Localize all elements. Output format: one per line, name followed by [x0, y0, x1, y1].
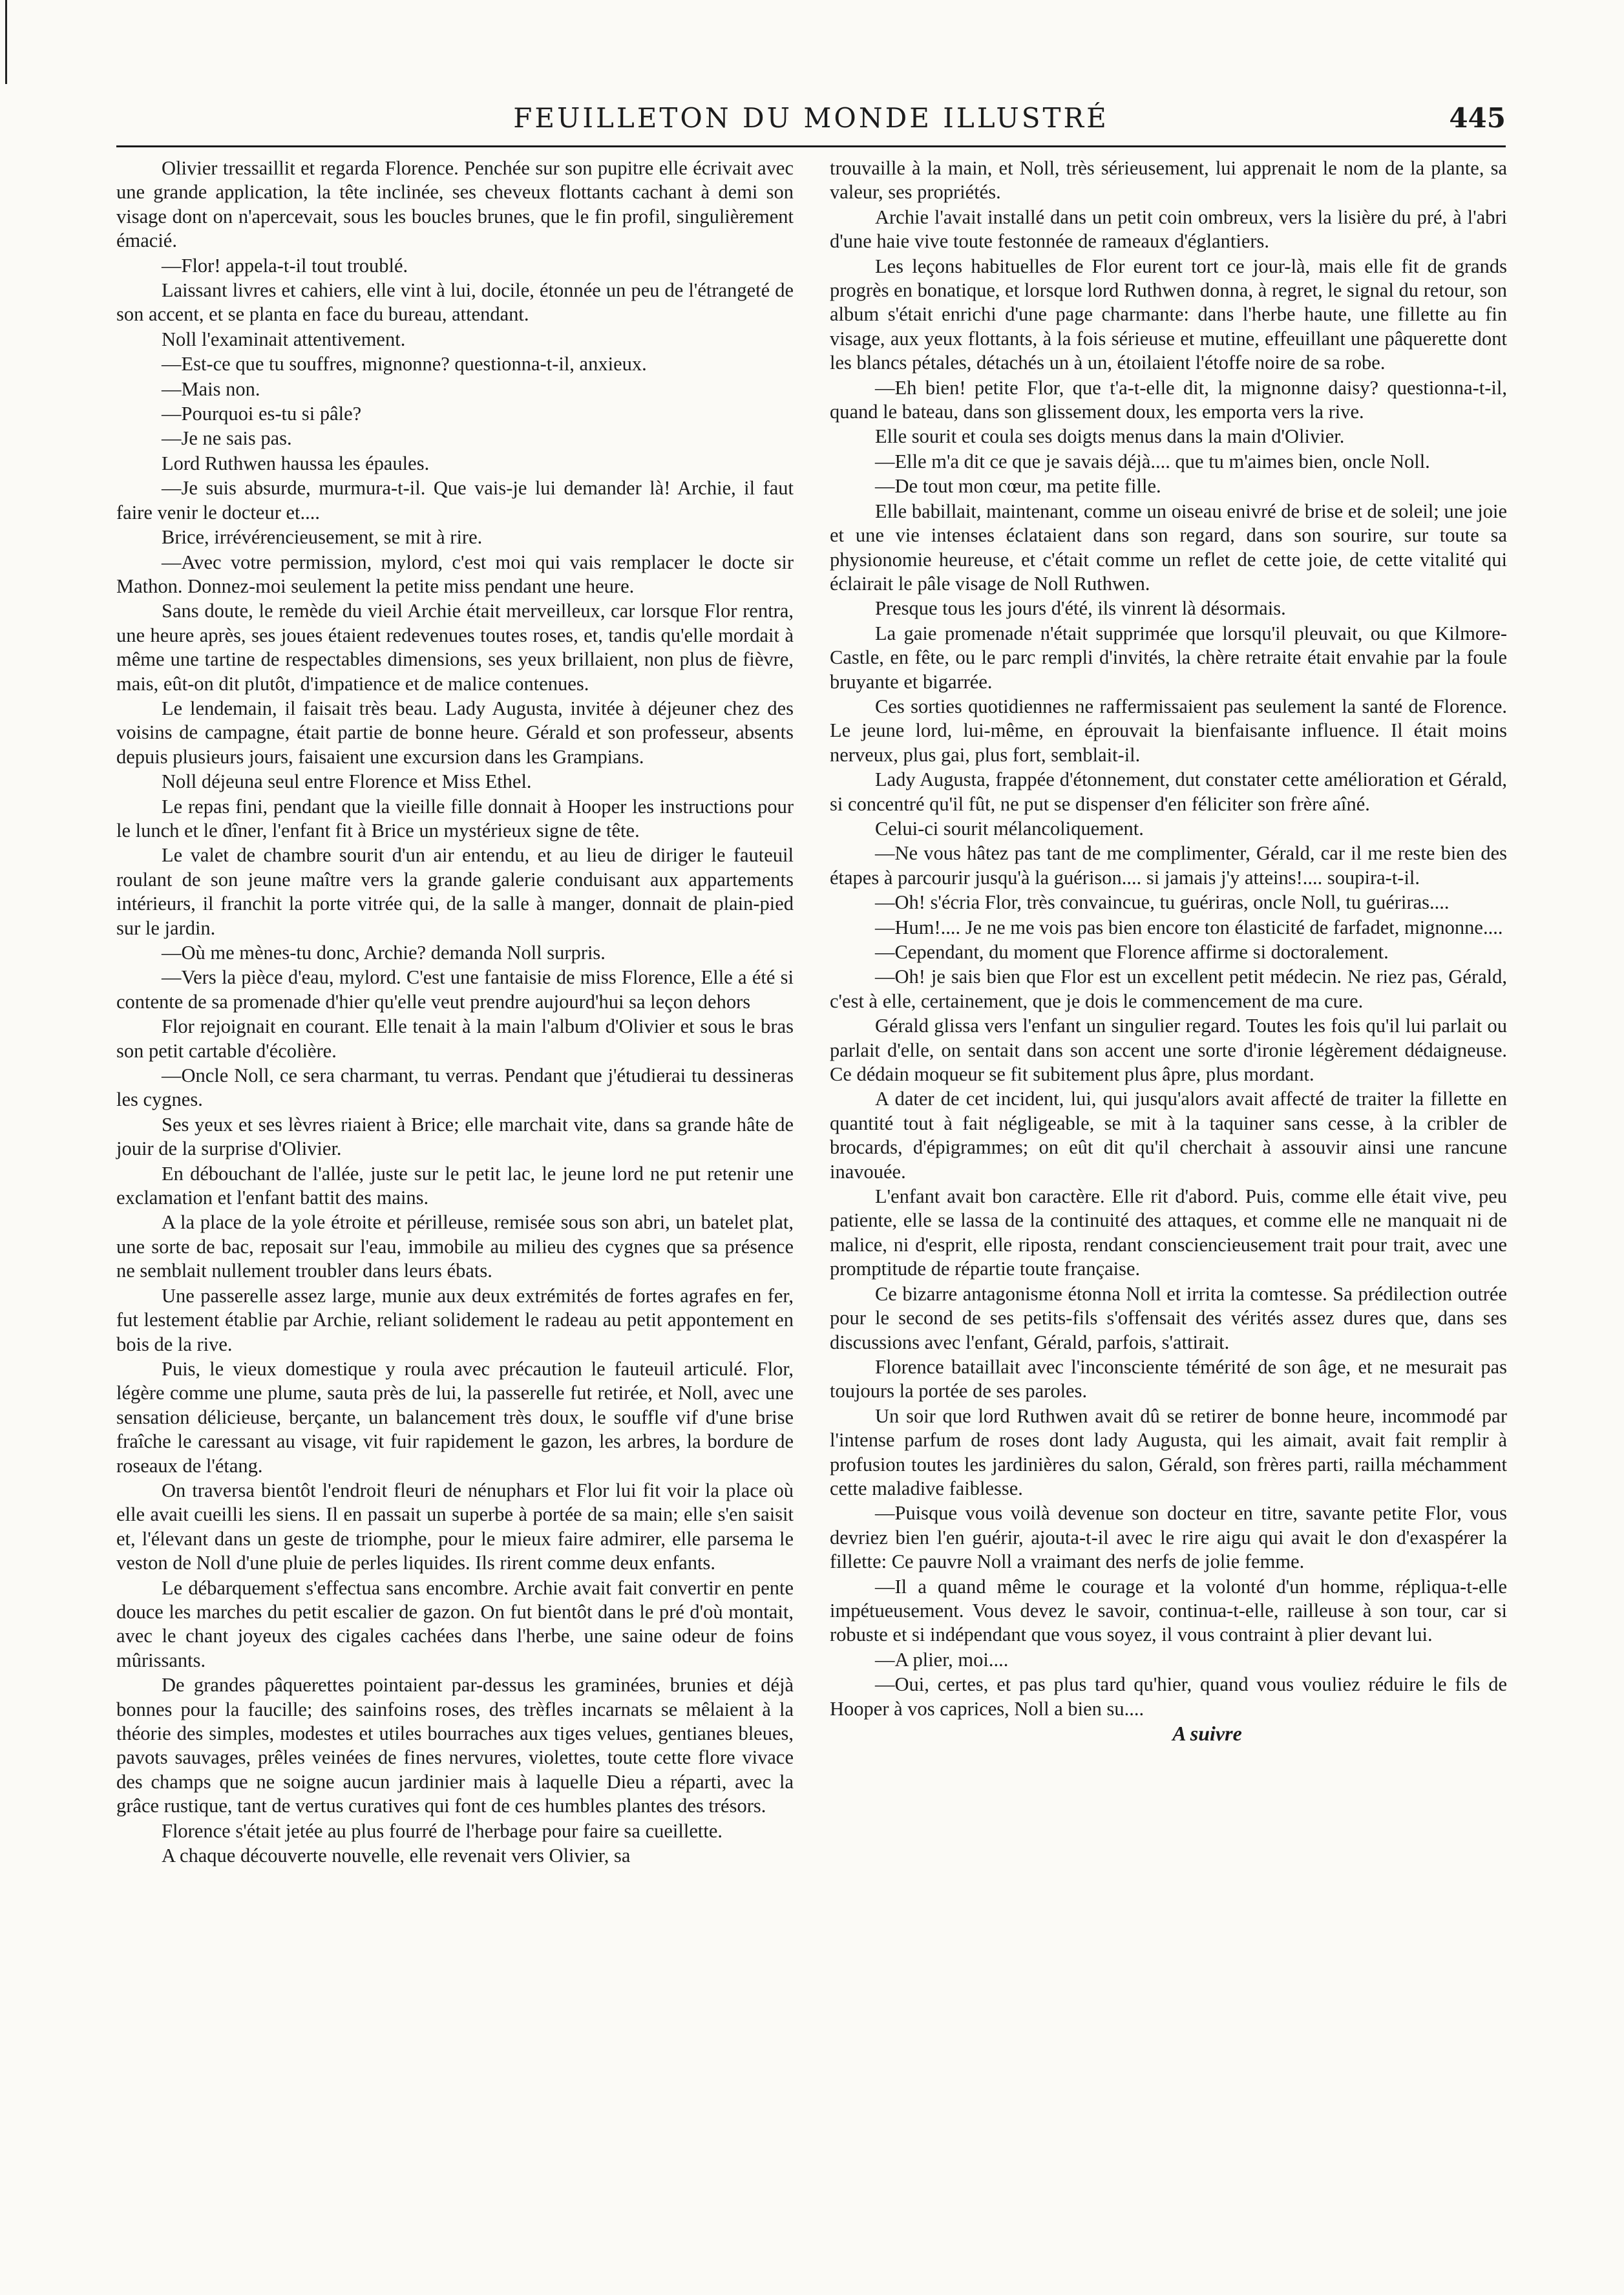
paragraph: Sans doute, le remède du vieil Archie était merveilleux, car lorsque Flor rentra, une heure après, ses joues étaient redevenues toutes roses, et, tandis qu'elle mordait à même une tartine de respectables dimensions, ses yeux brillaient, non plus de fièvre, mais, eût-on dit plutôt, d'impatience et de malice contenues. — [116, 600, 794, 695]
right-column — [830, 156, 1507, 1746]
paragraph: Presque tous les jours d'été, ils vinrent là désormais. — [875, 597, 1286, 620]
paragraph: Flor rejoignait en courant. Elle tenait à la main l'album d'Olivier et sous le bras son petit cartable d'écolière. — [116, 1015, 794, 1062]
paragraph: Florence bataillait avec l'inconsciente témérité de son âge, et ne mesurait pas toujours la portée de ses paroles. — [830, 1355, 1507, 1402]
paragraph: —Cependant, du moment que Florence affirme si doctoralement. — [875, 941, 1389, 963]
paragraph: Le lendemain, il faisait très beau. Lady Augusta, invitée à déjeuner chez des voisins de campagne, était partie de bonne heure. Gérald et son professeur, absents depuis plusieurs jours, faisaient une excursion dans les Grampians. — [116, 697, 794, 768]
paragraph: Le valet de chambre sourit d'un air entendu, et au lieu de diriger le fauteuil roulant de son jeune maître vers la grande galerie conduisant aux appartements intérieurs, il franchit la porte vitrée qui, de la salle à manger, donnait de plain-pied sur le jardin. — [116, 844, 794, 939]
paragraph: Celui-ci sourit mélancoliquement. — [875, 817, 1144, 840]
paragraph: trouvaille à la main, et Noll, très sérieusement, lui apprenait le nom de la plante, sa valeur, ses propriétés. — [830, 157, 1507, 204]
paragraph: Elle babillait, maintenant, comme un oiseau enivré de brise et de soleil; une joie et une vie intenses éclataient dans son regard, dans son sourire, sur toute sa physionomie heureuse, et c'était comme un reflet de cette joie, de cette vitalité qui éclairait le pâle visage de Noll Ruthwen. — [830, 500, 1507, 595]
left-column — [116, 156, 794, 1868]
paragraph: On traversa bientôt l'endroit fleuri de nénuphars et Flor lui fit voir la place où elle avait cueilli les siens. Il en passait un superbe à portée de sa main; elle s'en saisit et, l'élevant dans un geste de triomphe, pour le mieux faire admirer, elle parsema le veston de Noll d'une pluie de perles liquides. Ils rirent comme deux enfants. — [116, 1479, 794, 1574]
paragraph: Lady Augusta, frappée d'étonnement, dut constater cette amélioration et Gérald, si concentré qu'il fût, ne put se dispenser d'en féliciter son frère aîné. — [830, 768, 1507, 815]
left-margin-rule — [5, 0, 7, 84]
paragraph: A chaque découverte nouvelle, elle revenait vers Olivier, sa — [162, 1845, 631, 1867]
paragraph: —Elle m'a dit ce que je savais déjà.... que tu m'aimes bien, oncle Noll. — [875, 450, 1430, 472]
paragraph: Un soir que lord Ruthwen avait dû se retirer de bonne heure, incommodé par l'intense parfum de roses dont lady Augusta, qui les aimait, avait fait remplir à profusion toutes les jardinières du salon, Gérald, son frères parti, railla méchamment cette maladive faiblesse. — [830, 1404, 1507, 1499]
page-number: 445 — [1449, 102, 1506, 134]
paragraph: Les leçons habituelles de Flor eurent tort ce jour-là, mais elle fit de grands progrès en bonatique, et lorsque lord Ruthwen donna, à regret, le signal du retour, son album s'était enrichi d'une page charmante: dans l'herbe haute, une fillette au fin visage, aux yeux flottants, à la fois sérieuse et mutine, effeuillant une pâquerette dont les blancs pétales, détachés un à un, étoilaient l'étoffe noire de sa robe. — [830, 255, 1507, 374]
paragraph: Le débarquement s'effectua sans encombre. Archie avait fait convertir en pente douce les marches du petit escalier de gazon. On fut bientôt dans le pré d'où montait, avec le chant joyeux des cigales cachées dans l'herbe, une saine odeur de foins mûrissants. — [116, 1576, 794, 1671]
paragraph: Une passerelle assez large, munie aux deux extrémités de fortes agrafes en fer, fut lestement établie par Archie, reliant solidement le radeau au petit appontement en bois de la rive. — [116, 1284, 794, 1355]
paragraph: A la place de la yole étroite et périlleuse, remisée sous son abri, un batelet plat, une sorte de bac, reposait sur l'eau, immobile au milieu des cygnes que sa présence ne semblait nullement troubler dans leurs ébats. — [116, 1211, 794, 1282]
paragraph: —Vers la pièce d'eau, mylord. C'est une fantaisie de miss Florence, Elle a été si contente de sa promenade d'hier qu'elle veut prendre aujourd'hui sa leçon dehors — [116, 966, 794, 1013]
paragraph: —Je ne sais pas. — [162, 427, 292, 450]
paragraph: —Oui, certes, et pas plus tard qu'hier, quand vous vouliez réduire le fils de Hooper à vos caprices, Noll a bien su.... — [830, 1673, 1507, 1720]
paragraph: Olivier tressaillit et regarda Florence. Penchée sur son pupitre elle écrivait avec une grande application, la tête inclinée, ses cheveux flottants cachant à demi son visage dont on n'apercevait, sous les boucles brunes, que le fin profil, singulièrement émacié. — [116, 157, 794, 252]
paragraph: —Ne vous hâtez pas tant de me complimenter, Gérald, car il me reste bien des étapes à parcourir jusqu'à la guérison.... si jamais j'y atteins!.... soupira-t-il. — [830, 842, 1507, 889]
paragraph: —Puisque vous voilà devenue son docteur en titre, savante petite Flor, vous devriez bien l'en guérir, ajouta-t-il avec le rire aigu qui avait le don d'exaspérer la fillette: Ce pauvre Noll a vraimant des nerfs de jolie femme. — [830, 1502, 1507, 1573]
paragraph: Florence s'était jetée au plus fourré de l'herbage pour faire sa cueillette. — [162, 1819, 722, 1842]
paragraph: Lord Ruthwen haussa les épaules. — [162, 452, 430, 474]
paragraph: Le repas fini, pendant que la vieille fille donnait à Hooper les instructions pour le lunch et le dîner, l'enfant fit à Brice un mystérieux signe de tête. — [116, 795, 794, 841]
paragraph: Puis, le vieux domestique y roula avec précaution le fauteuil articulé. Flor, légère comme une plume, sauta près de lui, la passerelle fut retirée, et Noll, avec une sensation délicieuse, berçante, un balancement très doux, le souffle vif d'une brise fraîche le caressant au visage, vit fuir rapidement le gazon, les arbres, la bordure de roseaux de l'étang. — [116, 1357, 794, 1477]
paragraph: Gérald glissa vers l'enfant un singulier regard. Toutes les fois qu'il lui parlait ou parlait d'elle, on sentait dans son accent une sorte d'ironie légèrement dédaigneuse. Ce dédain moqueur se fit subitement plus âpre, plus mordant. — [830, 1015, 1507, 1086]
paragraph: —Il a quand même le courage et la volonté d'un homme, répliqua-t-elle impétueusement. Vous devez le savoir, continua-t-elle, railleuse à son tour, car si robuste et si indépendant que vous soyez, il vous contraint à plier devant lui. — [830, 1575, 1507, 1646]
paragraph: De grandes pâquerettes pointaient par-dessus les graminées, brunies et déjà bonnes pour la faucille; des sainfoins roses, des trèfles incarnats se mêlaient à la théorie des simples, modestes et utiles bourraches aux tiges velues, gentianes bleues, pavots sauvages, prêles veinées de fines nervures, violettes, toute cette flore vivace des champs que ne soigne aucun jardinier mais à laquelle Dieu a réparti, avec la grâce rustique, tant de vertus curatives qui font de ces humbles plantes des trésors. — [116, 1674, 794, 1817]
page-header — [116, 102, 1506, 141]
paragraph: La gaie promenade n'était supprimée que lorsqu'il pleuvait, ou que Kilmore-Castle, en fête, ou le parc rempli d'invités, la chère retraite était envahie par la foule bruyante et bigarrée. — [830, 622, 1507, 693]
paragraph: Brice, irrévérencieusement, se mit à rire. — [162, 526, 483, 549]
paragraph: En débouchant de l'allée, juste sur le petit lac, le jeune lord ne put retenir une exclamation et l'enfant battit des mains. — [116, 1162, 794, 1209]
paragraph: Elle sourit et coula ses doigts menus dans la main d'Olivier. — [875, 425, 1345, 448]
header-rule — [116, 145, 1506, 147]
paragraph: —Eh bien! petite Flor, que t'a-t-elle dit, la mignonne daisy? questionna-t-il, quand le bateau, dans son glissement doux, les emporta vers la rive. — [830, 376, 1507, 423]
paragraph: Laissant livres et cahiers, elle vint à lui, docile, étonnée un peu de l'étrangeté de son accent, et se planta en face du bureau, attendant. — [116, 279, 794, 326]
paragraph: —Flor! appela-t-il tout troublé. — [162, 254, 408, 277]
paragraph: —Oh! s'écria Flor, très convaincue, tu guériras, oncle Noll, tu guériras.... — [875, 891, 1450, 914]
to-be-continued: A suivre — [1172, 1722, 1242, 1745]
paragraph: Ce bizarre antagonisme étonna Noll et irrita la comtesse. Sa prédilection outrée pour le second de ses petits-fils s'offensait des vérités assez dures que, dans ses discussions avec l'enfant, Gérald, parfois, s'attirait. — [830, 1282, 1507, 1353]
paragraph: —Où me mènes-tu donc, Archie? demanda Noll surpris. — [162, 942, 606, 964]
paragraph: Noll déjeuna seul entre Florence et Miss Ethel. — [162, 770, 532, 793]
paragraph: —Hum!.... Je ne me vois pas bien encore ton élasticité de farfadet, mignonne.... — [875, 916, 1503, 938]
paragraph: —Mais non. — [162, 377, 260, 400]
paragraph: Ces sorties quotidiennes ne raffermissaient pas seulement la santé de Florence. Le jeune lord, lui-même, en éprouvait la bienfaisante influence. Il était moins nerveux, plus gai, plus fort, semblait-il. — [830, 695, 1507, 766]
running-title: FEUILLETON DU MONDE ILLUSTRÉ — [513, 102, 1109, 134]
paragraph: Ses yeux et ses lèvres riaient à Brice; elle marchait vite, dans sa grande hâte de jouir de la surprise d'Olivier. — [116, 1113, 794, 1160]
paragraph: A dater de cet incident, lui, qui jusqu'alors avait affecté de traiter la fillette en quantité tout à fait négligeable, se mit à la taquiner sans cesse, à la cribler de brocards, d'épigrammes; on eût dit qu'il cherchait à assouvir ainsi une rancune inavouée. — [830, 1088, 1507, 1183]
paragraph: —De tout mon cœur, ma petite fille. — [875, 475, 1161, 498]
paragraph: —Oncle Noll, ce sera charmant, tu verras. Pendant que j'étudierai tu dessineras les cygnes. — [116, 1064, 794, 1111]
paragraph: L'enfant avait bon caractère. Elle rit d'abord. Puis, comme elle était vive, peu patiente, elle se lassa de la continuité des attaques, et comme elle ne manquait ni de malice, ni d'esprit, elle riposta, rendant consciencieusement trait pour trait, avec une promptitude de répartie toute française. — [830, 1185, 1507, 1280]
paragraph: —Oh! je sais bien que Flor est un excellent petit médecin. Ne riez pas, Gérald, c'est à elle, certainement, que je dois le commencement de ma cure. — [830, 966, 1507, 1012]
paragraph: —Pourquoi es-tu si pâle? — [162, 403, 362, 425]
paragraph: —Je suis absurde, murmura-t-il. Que vais-je lui demander là! Archie, il faut faire venir le docteur et.... — [116, 477, 794, 524]
paragraph: —Est-ce que tu souffres, mignonne? questionna-t-il, anxieux. — [162, 353, 647, 375]
paragraph: —A plier, moi.... — [875, 1648, 1009, 1671]
paragraph: Noll l'examinait attentivement. — [162, 328, 406, 350]
paragraph: Archie l'avait installé dans un petit coin ombreux, vers la lisière du pré, à l'abri d'une haie vive toute festonnée de rameaux d'églantiers. — [830, 206, 1507, 253]
paragraph: —Avec votre permission, mylord, c'est moi qui vais remplacer le docte sir Mathon. Donnez-moi seulement la petite miss pendant une heure. — [116, 551, 794, 597]
